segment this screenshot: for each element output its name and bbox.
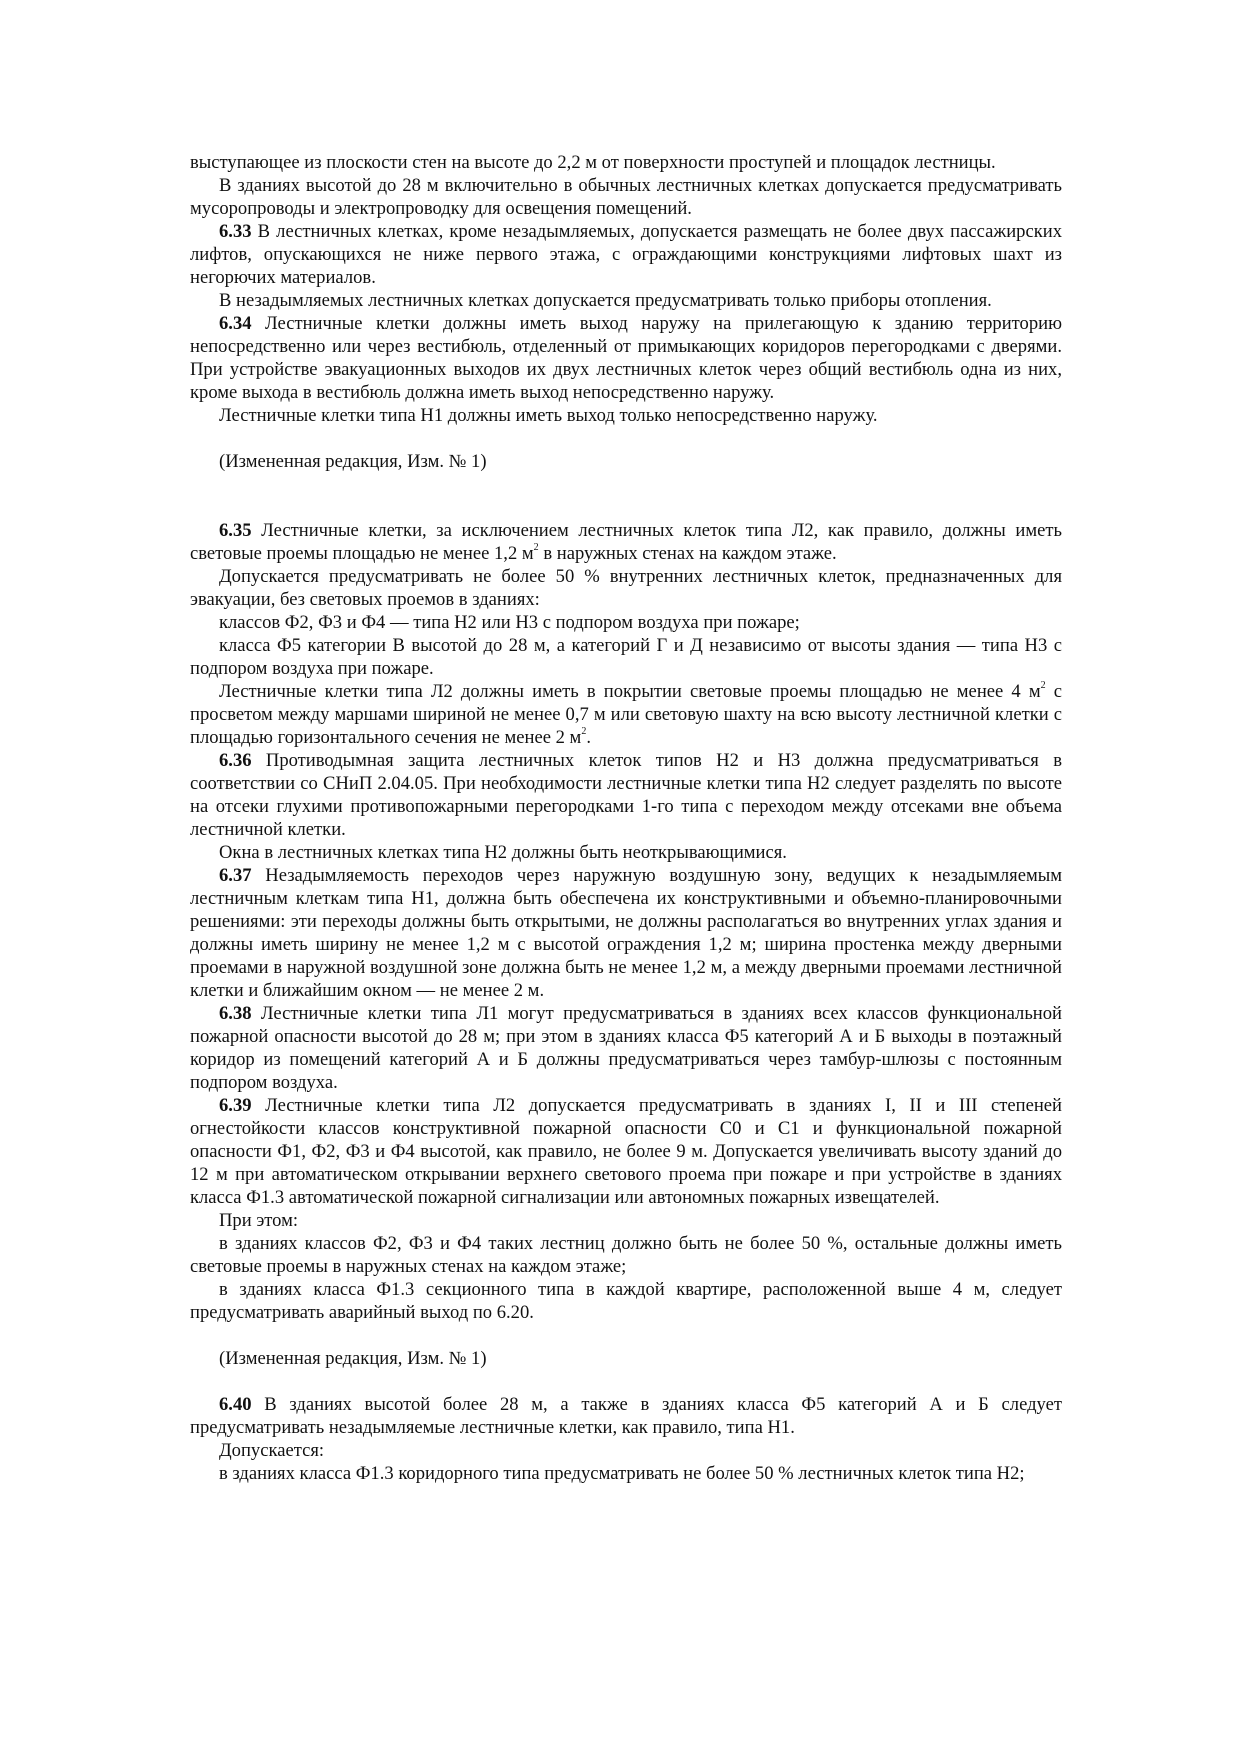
paragraph-text: классов Ф2, Ф3 и Ф4 — типа Н2 или Н3 с подпором воздуха при пожаре;: [219, 612, 800, 633]
clause-paragraph: [190, 864, 1062, 1002]
clause-number: 6.33: [219, 221, 252, 242]
blank-line: [190, 1324, 1062, 1347]
revision-note: [190, 1347, 1062, 1370]
paragraph: [190, 565, 1062, 611]
clause-paragraph: [190, 312, 1062, 404]
clause-paragraph: [190, 1393, 1062, 1439]
paragraph-text: Окна в лестничных клетках типа Н2 должны быть неоткрывающимися.: [219, 842, 787, 863]
paragraph-text: в зданиях класса Ф1.3 коридорного типа предусматривать не более 50 % лестничных клеток типа Н2;: [219, 1463, 1025, 1484]
paragraph: [190, 611, 1062, 634]
blank-line: [190, 1370, 1062, 1393]
paragraph: [190, 1439, 1062, 1462]
clause-number: 6.34: [219, 313, 252, 334]
revision-note: [190, 450, 1062, 473]
paragraph: [190, 289, 1062, 312]
paragraph-text: в наружных стенах на каждом этаже.: [538, 543, 837, 564]
paragraph-text: (Измененная редакция, Изм. № 1): [219, 1348, 487, 1369]
paragraph-text: Лестничные клетки типа Л2 допускается предусматривать в зданиях I, II и III степеней огнестойкости классов конструктивной пожарной опасности С0 и С1 и функциональной пожарной опасности Ф1, Ф2, Ф3 и Ф4 высотой, как правило, не более 9 м. Допускается увеличивать высоту зданий до 12 м при автоматическом открывании верхнего светового проема при пожаре и при устройстве в зданиях класса Ф1.3 автоматической пожарной сигнализации или автономных пожарных извещателей.: [190, 1095, 1062, 1208]
paragraph: [190, 841, 1062, 864]
paragraph-text: В незадымляемых лестничных клетках допускается предусматривать только приборы отопления.: [219, 290, 992, 311]
paragraph-text: в зданиях классов Ф2, Ф3 и Ф4 таких лестниц должно быть не более 50 %, остальные должны иметь световые проемы в наружных стенах на каждом этаже;: [190, 1233, 1062, 1277]
clause-paragraph: [190, 519, 1062, 565]
paragraph-text: Лестничные клетки типа Л2 должны иметь в покрытии световые проемы площадью не менее 4 м: [219, 681, 1041, 702]
clause-number: 6.35: [219, 520, 252, 541]
clause-number: 6.40: [219, 1394, 252, 1415]
paragraph-text: .: [586, 727, 591, 748]
clause-number: 6.39: [219, 1095, 252, 1116]
clause-number: 6.38: [219, 1003, 252, 1024]
paragraph: [190, 1462, 1062, 1485]
paragraph-text: В зданиях высотой до 28 м включительно в обычных лестничных клетках допускается предусматривать мусоропроводы и электропроводку для освещения помещений.: [190, 175, 1062, 219]
paragraph-text: При этом:: [219, 1210, 299, 1231]
paragraph: [190, 1278, 1062, 1324]
paragraph-text: Лестничные клетки типа Н1 должны иметь выход только непосредственно наружу.: [219, 405, 878, 426]
paragraph-text: с просветом между маршами шириной не менее 0,7 м или световую шахту на всю высоту лестничной клетки с площадью горизонтального сечения не менее 2 м: [190, 681, 1062, 748]
paragraph-text: Лестничные клетки должны иметь выход наружу на прилегающую к зданию территорию непосредственно или через вестибюль, отделенный от примыкающих коридоров перегородками с дверями. При устройстве эвакуационных выходов их двух лестничных клеток через общий вестибюль одна из них, кроме выхода в вестибюль должна иметь выход непосредственно наружу.: [190, 313, 1062, 403]
paragraph-text: В лестничных клетках, кроме незадымляемых, допускается размещать не более двух пассажирских лифтов, опускающихся не ниже первого этажа, с ограждающими конструкциями лифтовых шахт из негорючих материалов.: [190, 221, 1062, 288]
paragraph: [190, 1232, 1062, 1278]
paragraph-text: (Измененная редакция, Изм. № 1): [219, 451, 487, 472]
clause-paragraph: [190, 1094, 1062, 1209]
blank-line: [190, 496, 1062, 519]
paragraph-text: Лестничные клетки типа Л1 могут предусматриваться в зданиях всех классов функциональной пожарной опасности высотой до 28 м; при этом в зданиях класса Ф5 категорий А и Б выходы в поэтажный коридор из помещений категорий А и Б должны предусматриваться через тамбур-шлюзы с постоянным подпором воздуха.: [190, 1003, 1062, 1093]
clause-paragraph: [190, 1002, 1062, 1094]
paragraph-text: выступающее из плоскости стен на высоте до 2,2 м от поверхности проступей и площадок лестницы.: [190, 152, 996, 173]
paragraph: [190, 404, 1062, 427]
paragraph-text: Противодымная защита лестничных клеток типов Н2 и Н3 должна предусматриваться в соответствии со СНиП 2.04.05. При необходимости лестничные клетки типа Н2 следует разделять по высоте на отсеки глухими противопожарными перегородками 1-го типа с переходом между отсеками вне объема лестничной клетки.: [190, 750, 1062, 840]
superscript: 2: [533, 541, 539, 553]
paragraph-text: в зданиях класса Ф1.3 секционного типа в каждой квартире, расположенной выше 4 м, следует предусматривать аварийный выход по 6.20.: [190, 1279, 1062, 1323]
document-page: [190, 151, 1062, 1485]
paragraph-text: Незадымляемость переходов через наружную воздушную зону, ведущих к незадымляемым лестничным клеткам типа Н1, должна быть обеспечена их конструктивными и объемно-планировочными решениями: эти переходы должны быть открытыми, не должны располагаться во внутренних углах здания и должны иметь ширину не менее 1,2 м с высотой ограждения 1,2 м; ширина простенка между дверными проемами в наружной воздушной зоне должна быть не менее 1,2 м, а между дверными проемами лестничной клетки и ближайшим окном — не менее 2 м.: [190, 865, 1062, 1001]
blank-line: [190, 427, 1062, 450]
clause-number: 6.36: [219, 750, 252, 771]
paragraph: [190, 151, 1062, 174]
blank-line: [190, 473, 1062, 496]
paragraph-text: В зданиях высотой более 28 м, а также в зданиях класса Ф5 категорий А и Б следует предусматривать незадымляемые лестничные клетки, как правило, типа Н1.: [190, 1394, 1062, 1438]
clause-number: 6.37: [219, 865, 252, 886]
superscript: 2: [1040, 679, 1046, 691]
superscript: 2: [581, 725, 587, 737]
paragraph: [190, 174, 1062, 220]
clause-paragraph: [190, 220, 1062, 289]
paragraph-text: Допускается предусматривать не более 50 % внутренних лестничных клеток, предназначенных для эвакуации, без световых проемов в зданиях:: [190, 566, 1062, 610]
paragraph: [190, 680, 1062, 749]
paragraph-text: Лестничные клетки, за исключением лестничных клеток типа Л2, как правило, должны иметь световые проемы площадью не менее 1,2 м: [190, 520, 1062, 564]
paragraph-text: класса Ф5 категории В высотой до 28 м, а категорий Г и Д независимо от высоты здания — типа Н3 с подпором воздуха при пожаре.: [190, 635, 1062, 679]
paragraph: [190, 1209, 1062, 1232]
paragraph: [190, 634, 1062, 680]
clause-paragraph: [190, 749, 1062, 841]
paragraph-text: Допускается:: [219, 1440, 325, 1461]
